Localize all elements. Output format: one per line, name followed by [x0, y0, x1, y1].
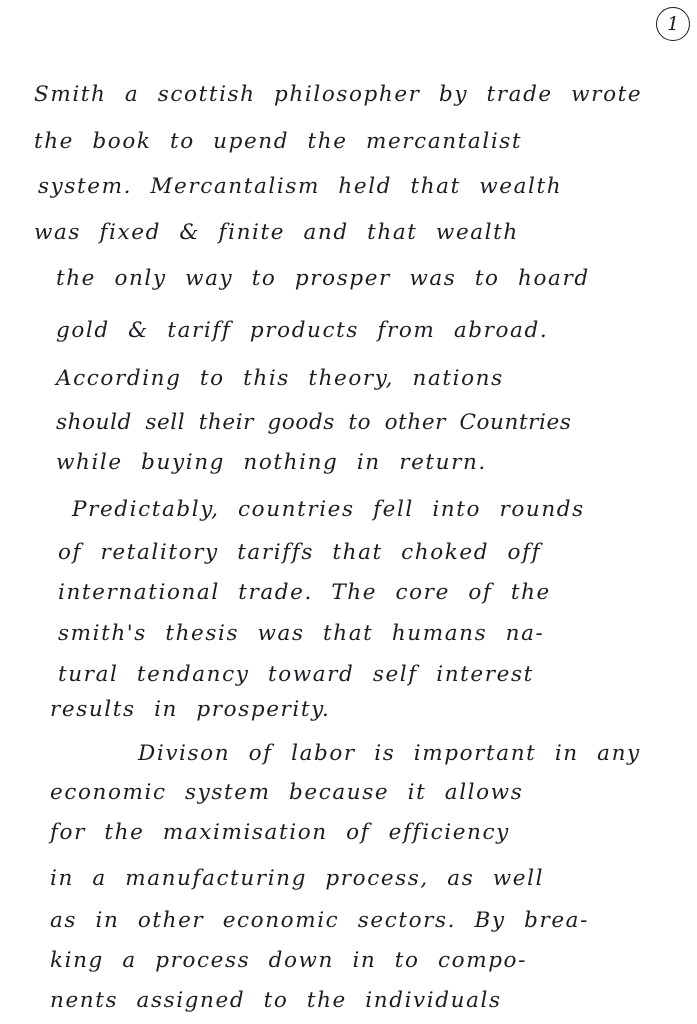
- text-line: gold & tariff products from abroad.: [56, 318, 549, 343]
- text-line: system. Mercantalism held that wealth: [38, 174, 563, 199]
- text-line: results in prosperity.: [50, 697, 331, 722]
- text-line: of retalitory tariffs that choked off: [58, 540, 542, 565]
- text-line: smith's thesis was that humans na-: [58, 621, 545, 646]
- text-line: the book to upend the mercantalist: [34, 129, 523, 154]
- text-line: economic system because it allows: [50, 780, 524, 805]
- text-line: king a process down in to compo-: [50, 948, 527, 973]
- text-line: the only way to prosper was to hoard: [56, 266, 590, 291]
- page-number: 1: [656, 7, 690, 41]
- text-line: while buying nothing in return.: [56, 450, 487, 475]
- text-line: in a manufacturing process, as well: [50, 866, 545, 891]
- text-line: Predictably, countries fell into rounds: [72, 497, 585, 522]
- text-line: was fixed & finite and that wealth: [34, 220, 519, 245]
- text-line: nents assigned to the individuals: [50, 988, 502, 1013]
- text-line: as in other economic sectors. By brea-: [50, 908, 589, 933]
- text-line: should sell their goods to other Countries: [56, 410, 572, 435]
- text-line: According to this theory, nations: [56, 366, 504, 391]
- text-line: Divison of labor is important in any: [138, 741, 641, 766]
- text-line: international trade. The core of the: [58, 580, 551, 605]
- text-line: Smith a scottish philosopher by trade wrote: [34, 82, 643, 107]
- text-line: for the maximisation of efficiency: [50, 820, 510, 845]
- text-line: tural tendancy toward self interest: [58, 662, 534, 687]
